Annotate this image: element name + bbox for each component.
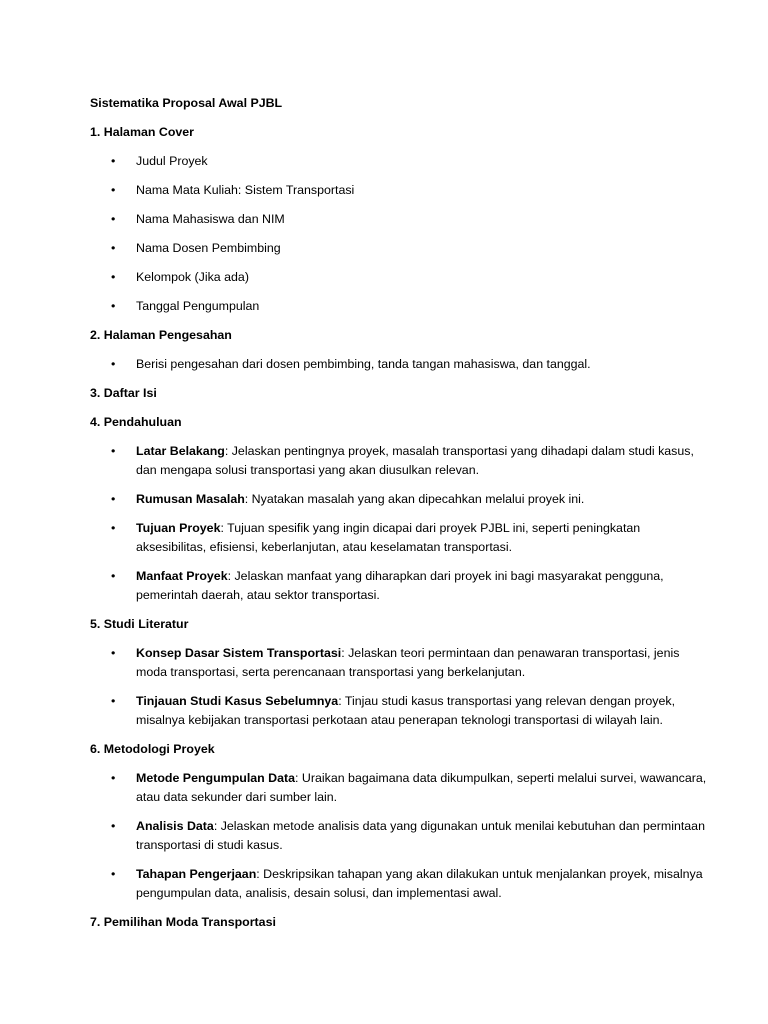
list-item: [90, 181, 708, 200]
item-text: : Jelaskan manfaat yang diharapkan dari proyek ini bagi masyarakat pengguna, pemerintah daerah, atau sektor transportasi.: [136, 569, 664, 602]
item-text: Nama Dosen Pembimbing: [136, 241, 281, 255]
list-item: [90, 567, 708, 605]
list-item: [90, 769, 708, 807]
item-text: : Jelaskan pentingnya proyek, masalah transportasi yang dihadapi dalam studi kasus, dan mengapa solusi transportasi yang akan diusulkan relevan.: [136, 444, 694, 477]
document-body: [90, 123, 708, 932]
section-heading: 2. Halaman Pengesahan: [90, 328, 232, 342]
item-term: Manfaat Proyek: [136, 569, 228, 583]
bullet-list: [90, 644, 708, 730]
document-title: Sistematika Proposal Awal PJBL: [90, 96, 283, 110]
list-item: [90, 355, 708, 374]
item-text: Nama Mahasiswa dan NIM: [136, 212, 285, 226]
item-text: : Uraikan bagaimana data dikumpulkan, seperti melalui survei, wawancara, atau data sekunder dari sumber lain.: [136, 771, 707, 804]
item-text: Kelompok (Jika ada): [136, 270, 249, 284]
list-item: [90, 865, 708, 903]
list-item: [90, 268, 708, 287]
item-term: Analisis Data: [136, 819, 214, 833]
bullet-list: [90, 355, 708, 374]
item-term: Tinjauan Studi Kasus Sebelumnya: [136, 694, 339, 708]
section-heading: 7. Pemilihan Moda Transportasi: [90, 915, 276, 929]
item-text: : Jelaskan teori permintaan dan penawaran transportasi, jenis moda transportasi, serta perencanaan transportasi yang berkelanjutan.: [136, 646, 680, 679]
list-item: [90, 297, 708, 316]
list-item: [90, 817, 708, 855]
list-item: [90, 490, 708, 509]
list-item: [90, 442, 708, 480]
item-text: Judul Proyek: [136, 154, 208, 168]
list-item: [90, 692, 708, 730]
list-item: [90, 519, 708, 557]
item-text: : Nyatakan masalah yang akan dipecahkan melalui proyek ini.: [244, 492, 585, 506]
item-text: Nama Mata Kuliah: Sistem Transportasi: [136, 183, 355, 197]
section-heading: 3. Daftar Isi: [90, 386, 157, 400]
bullet-list: [90, 442, 708, 605]
section-heading: 4. Pendahuluan: [90, 415, 182, 429]
item-text: : Tujuan spesifik yang ingin dicapai dari proyek PJBL ini, seperti peningkatan aksesibilitas, efisiensi, keberlanjutan, atau keselamatan transportasi.: [136, 521, 641, 554]
list-item: [90, 644, 708, 682]
list-item: [90, 210, 708, 229]
item-term: Tujuan Proyek: [136, 521, 221, 535]
item-text: : Deskripsikan tahapan yang akan dilakukan untuk menjalankan proyek, misalnya pengumpulan data, analisis, desain solusi, dan implementasi awal.: [136, 867, 703, 900]
item-term: Metode Pengumpulan Data: [136, 771, 296, 785]
section-heading: 6. Metodologi Proyek: [90, 742, 215, 756]
item-term: Konsep Dasar Sistem Transportasi: [136, 646, 342, 660]
item-text: : Jelaskan metode analisis data yang digunakan untuk menilai kebutuhan dan permintaan transportasi di studi kasus.: [136, 819, 705, 852]
section-heading: 5. Studi Literatur: [90, 617, 189, 631]
list-item: [90, 239, 708, 258]
item-text: Tanggal Pengumpulan: [136, 299, 260, 313]
bullet-list: [90, 152, 708, 316]
bullet-list: [90, 769, 708, 903]
item-term: Rumusan Masalah: [136, 492, 245, 506]
list-item: [90, 152, 708, 171]
section-heading: 1. Halaman Cover: [90, 125, 194, 139]
item-text: : Tinjau studi kasus transportasi yang relevan dengan proyek, misalnya kebijakan transportasi perkotaan atau penerapan teknologi transportasi di wilayah lain.: [136, 694, 676, 727]
item-text: Berisi pengesahan dari dosen pembimbing, tanda tangan mahasiswa, dan tanggal.: [136, 357, 591, 371]
item-term: Latar Belakang: [136, 444, 225, 458]
item-term: Tahapan Pengerjaan: [136, 867, 257, 881]
